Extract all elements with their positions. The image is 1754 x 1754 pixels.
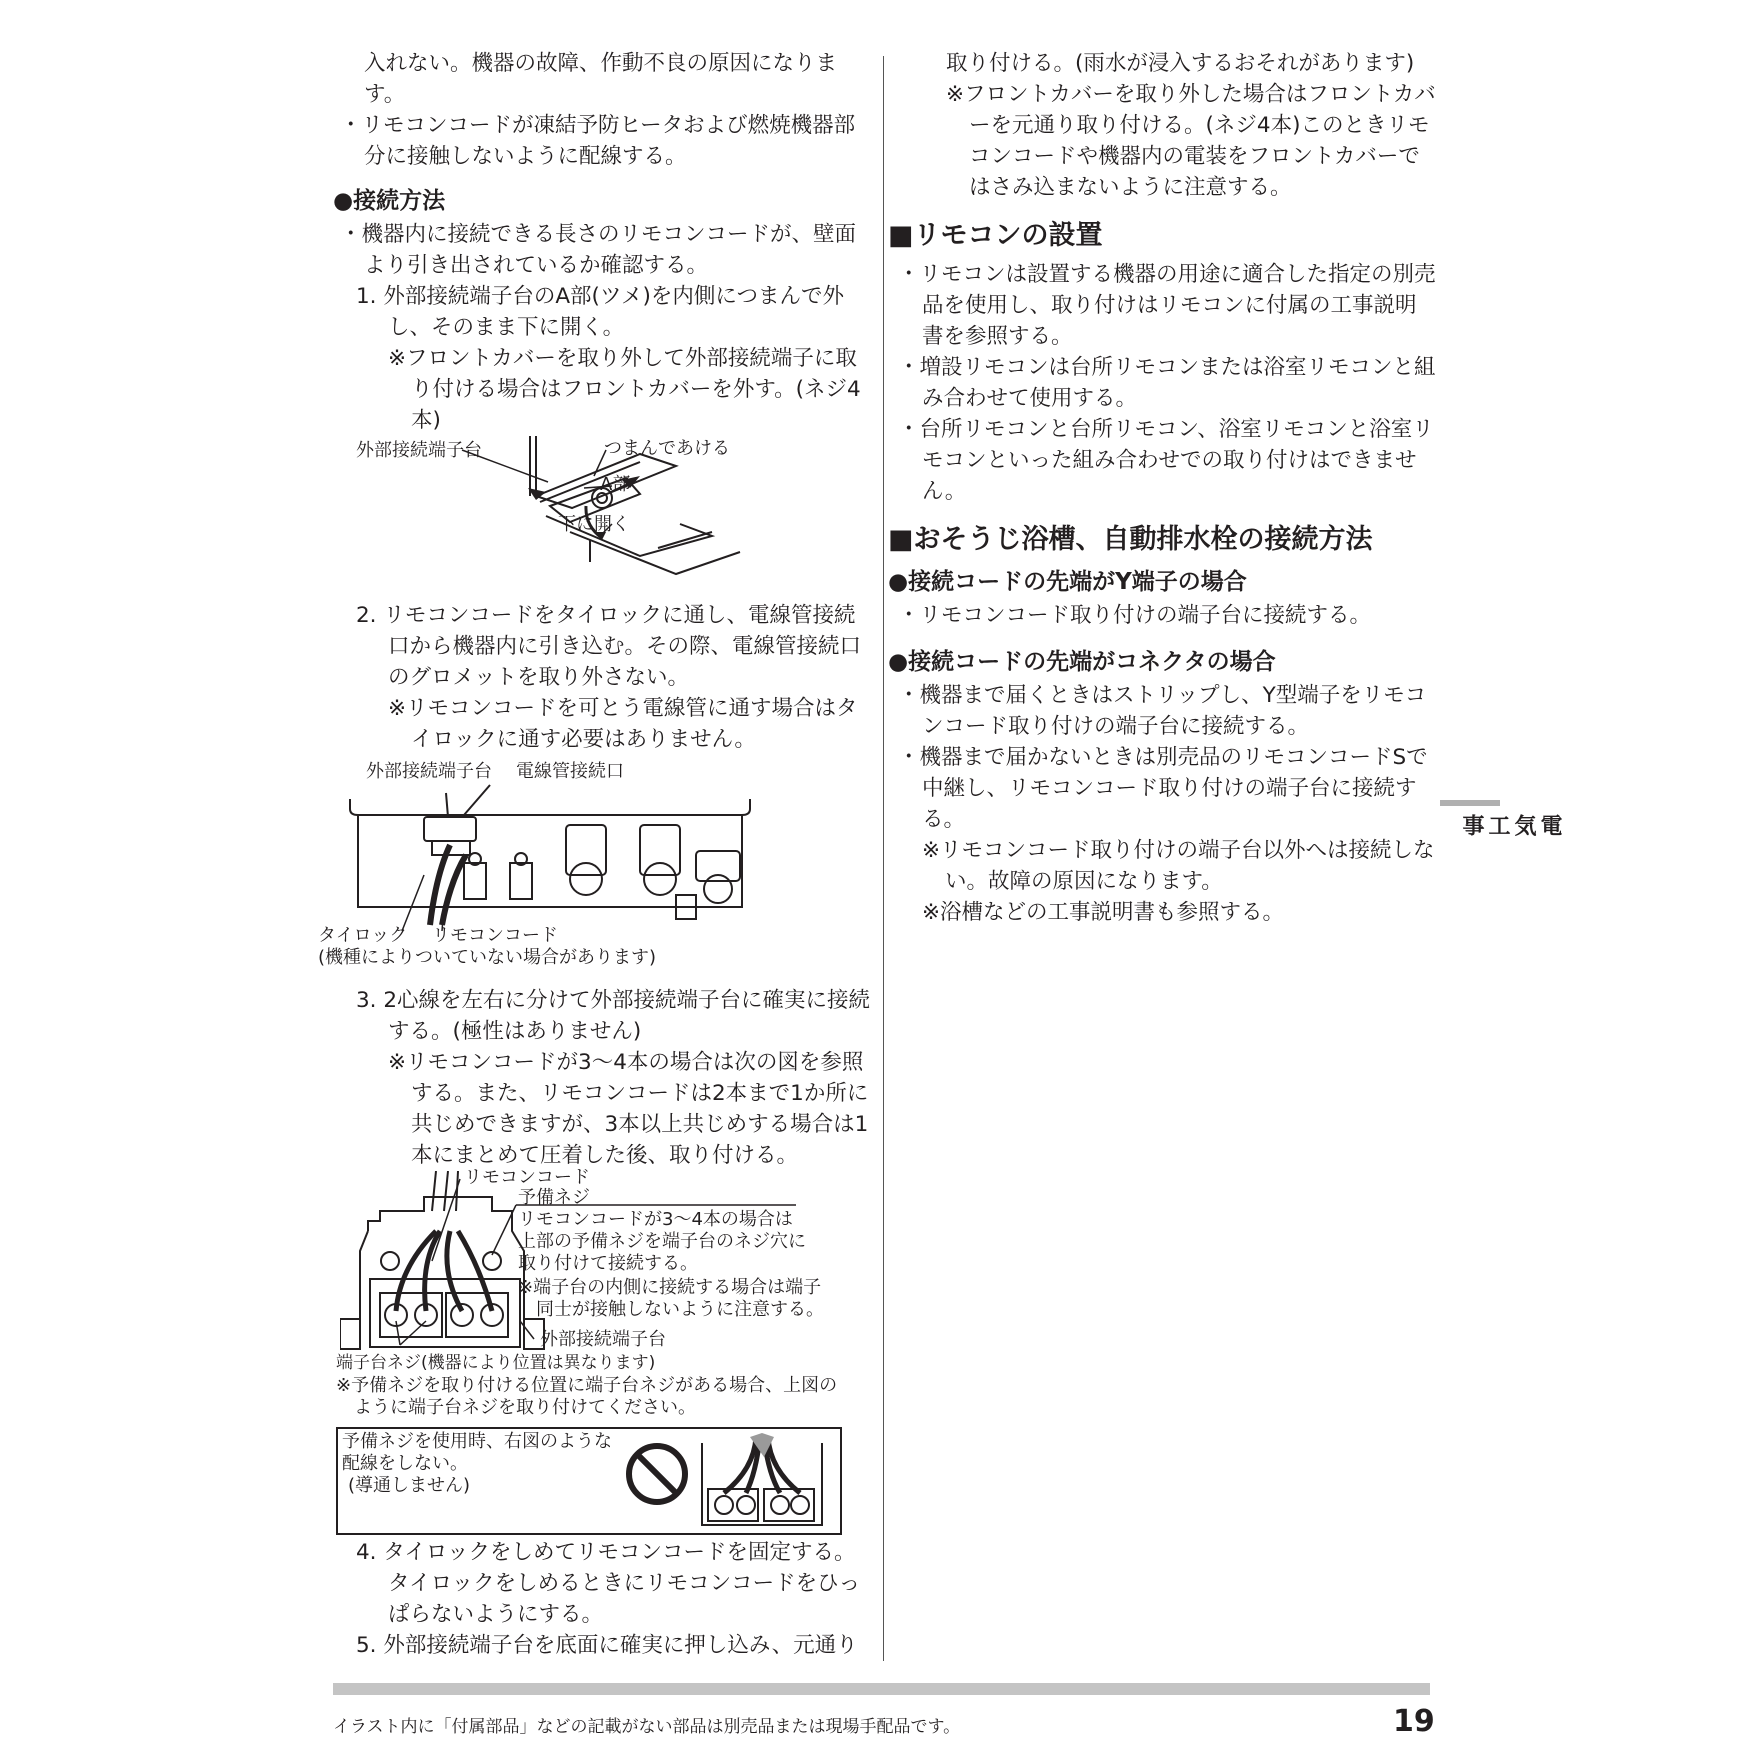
bullet-item: ・リモコンコードが凍結予防ヒータおよび燃焼機器部分に接触しないように配線する。	[340, 113, 856, 169]
bullet-item: ・リモコンは設置する機器の用途に適合した指定の別売品を使用し、取り付けはリモコンに付属の工事説明書を参照する。	[898, 262, 1436, 349]
footer-note: イラスト内に「付属部品」などの記載がない部品は別売品または現場手配品です。	[333, 1717, 961, 1737]
warning-text: 予備ネジを使用時、右図のような配線をしない。	[342, 1431, 612, 1474]
bullet-item: ・機器内に接続できる長さのリモコンコードが、壁面より引き出されているか確認する。	[340, 222, 857, 278]
step-4: 4. タイロックをしめてリモコンコードを固定する。タイロックをしめるときにリモコンコードをひっぱらないようにする。	[356, 1540, 861, 1627]
figure-terminal-block	[336, 1167, 872, 1519]
footer-bar	[333, 1683, 1430, 1695]
section-heading-bath-connection: ■おそうじ浴槽、自動排水栓の接続方法	[888, 524, 1373, 555]
caption-tielock: (機種によりついていない場合があります)	[318, 947, 657, 968]
subheading-y-terminal: ●接続コードの先端がY端子の場合	[888, 569, 1247, 595]
label-spare-screw: 予備ネジ	[518, 1187, 590, 1208]
bullet-item: ・台所リモコンと台所リモコン、浴室リモコンと浴室リモコンといった組み合わせでの取り付けはできません。	[898, 417, 1434, 504]
prohibited-icon	[622, 1439, 692, 1509]
column-divider	[883, 56, 884, 1661]
warning-subtext: (導通しません)	[348, 1475, 471, 1496]
wrong-wiring-illustration	[694, 1433, 834, 1529]
front-cover-note: ※フロントカバーを取り外した場合はフロントカバーを元通り取り付ける。(ネジ4本)このときリモコンコードや機器内の電装をフロントカバーではさみ込まないように注意する。	[946, 82, 1436, 200]
figure-cord-routing	[318, 755, 872, 971]
bullet-item: ・機器まで届くときはストリップし、Y型端子をリモコンコード取り付けの端子台に接続する。	[898, 683, 1427, 739]
left-column	[318, 48, 872, 1661]
subheading-connector: ●接続コードの先端がコネクタの場合	[888, 649, 1276, 675]
label-terminal: 外部接続端子台	[540, 1329, 666, 1350]
label-tielock: タイロック	[318, 925, 408, 946]
step-5: 5. 外部接続端子台を底面に確実に押し込み、元通り	[356, 1633, 858, 1658]
label-remote-cord: リモコンコード	[432, 925, 558, 946]
label-remote-cord: リモコンコード	[464, 1167, 590, 1188]
continuation-text: 取り付ける。(雨水が浸入するおそれがあります)	[946, 51, 1415, 76]
step-1-note: ※フロントカバーを取り外して外部接続端子に取り付ける場合はフロントカバーを外す。(ネジ4本)	[388, 346, 861, 433]
bullet-item: ・増設リモコンは台所リモコンまたは浴室リモコンと組み合わせて使用する。	[898, 355, 1436, 411]
section-heading-remote-install: ■リモコンの設置	[888, 220, 1103, 251]
continuation-text: 入れない。機器の故障、作動不良の原因になります。	[364, 51, 838, 107]
label-spare-note: ※端子台の内側に接続する場合は端子同士が接触しないように注意する。	[518, 1277, 824, 1320]
label-terminal: 外部接続端子台	[356, 440, 482, 461]
figure-terminal-open	[340, 436, 872, 586]
step-1: 1. 外部接続端子台のA部(ツメ)を内側につまんで外し、そのまま下に開く。	[356, 284, 844, 340]
connection-note: ※リモコンコード取り付けの端子台以外へは接続しない。故障の原因になります。	[922, 838, 1435, 894]
label-spare-desc: リモコンコードが3～4本の場合は上部の予備ネジを端子台のネジ穴に取り付けて接続する。	[518, 1209, 806, 1274]
step-2: 2. リモコンコードをタイロックに通し、電線管接続口から機器内に引き込む。その際、電線管接続口のグロメットを取り外さない。	[356, 603, 862, 690]
manual-note: ※浴槽などの工事説明書も参照する。	[922, 900, 1285, 925]
step-3: 3. 2心線を左右に分けて外部接続端子台に確実に接続する。(極性はありません)	[356, 988, 871, 1044]
section-heading-connect: ●接続方法	[333, 188, 446, 214]
step-2-note: ※リモコンコードを可とう電線管に通す場合はタイロックに通す必要はありません。	[388, 696, 858, 752]
cord-routing-illustration	[340, 755, 872, 971]
label-terminal: 外部接続端子台	[366, 761, 492, 782]
bullet-item: ・リモコンコード取り付けの端子台に接続する。	[898, 603, 1372, 628]
step-3-note: ※リモコンコードが3～4本の場合は次の図を参照する。また、リモコンコードは2本まで1か所に共じめできますが、3本以上共じめする場合は1本にまとめて圧着した後、取り付ける。	[388, 1050, 869, 1168]
side-tab-bar	[1440, 800, 1500, 806]
warning-box	[336, 1427, 842, 1535]
label-conduit: 電線管接続口	[516, 761, 624, 782]
label-bottom-note: ※予備ネジを取り付ける位置に端子台ネジがある場合、上図のように端子台ネジを取り付けてください。	[336, 1375, 838, 1418]
label-open-down: 下に開く	[558, 514, 630, 535]
side-tab-label: 電気工事	[1459, 814, 1562, 836]
label-part-a: A部	[600, 474, 631, 495]
label-pinch: つまんであける	[604, 438, 730, 459]
label-terminal-screw: 端子台ネジ(機器により位置は異なります)	[336, 1353, 656, 1373]
page-number: 19	[1393, 1704, 1435, 1739]
right-column	[888, 48, 1436, 928]
bullet-item: ・機器まで届かないときは別売品のリモコンコードSで中継し、リモコンコード取り付けの端子台に接続する。	[898, 745, 1428, 832]
